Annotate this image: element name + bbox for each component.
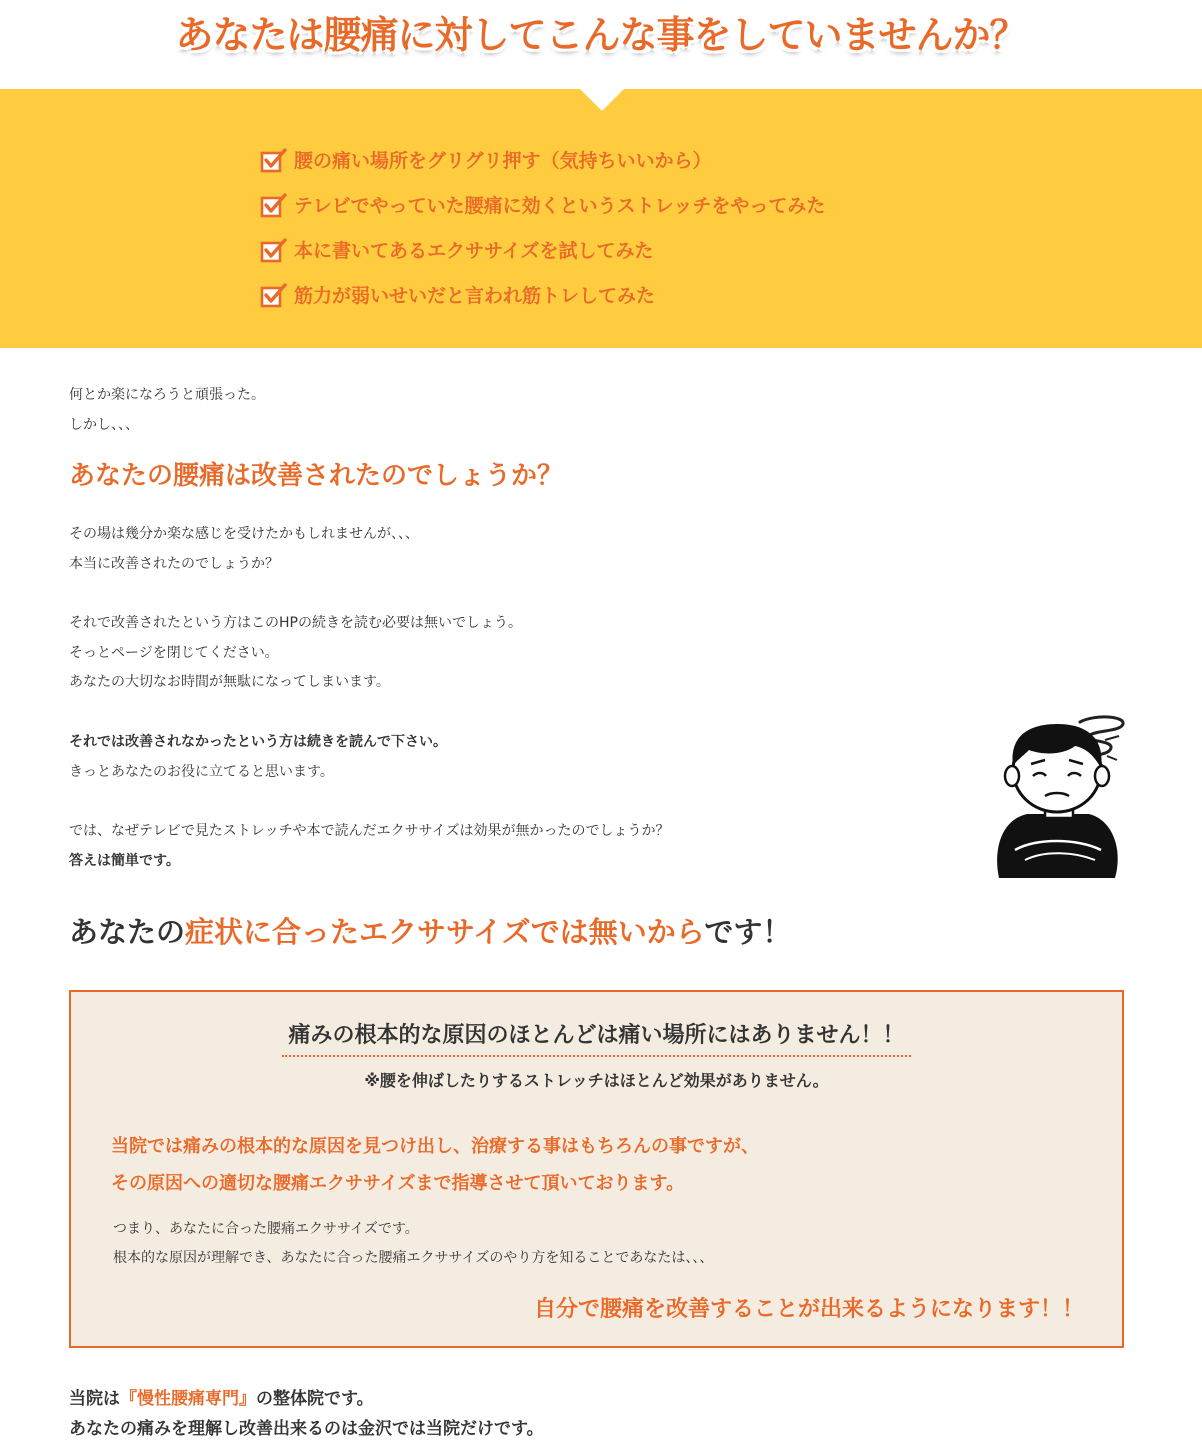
box-lead-line: 当院では痛みの根本的な原因を見つけ出し、治療する事はもちろんの事ですが、: [111, 1136, 759, 1157]
body-line: そっとページを閉じてください。: [69, 644, 279, 661]
body-line: その場は幾分か楽な感じを受けたかもしれませんが、、、: [69, 526, 419, 542]
box-body-line: つまり、あなたに合った腰痛エクササイズです。: [113, 1221, 419, 1237]
body-line: 本当に改善されたのでしょうか？: [69, 555, 279, 572]
closing-prefix: 当院は: [69, 1389, 120, 1409]
checklist-item-text: テレビでやっていた腰痛に効くというストレッチをやってみた: [294, 195, 826, 217]
checklist-item: [260, 227, 825, 272]
checklist-item: [260, 272, 825, 317]
answer-suffix: です！: [704, 915, 792, 949]
closing-line-1: [69, 1384, 544, 1414]
box-body: [113, 1215, 713, 1273]
worried-person-illustration: [985, 710, 1130, 880]
checklist-section: [0, 89, 1202, 348]
body-line: きっとあなたのお役に立てると思います。: [69, 763, 334, 780]
answer-prefix: あなたの: [69, 915, 186, 949]
checklist-item: [260, 137, 825, 182]
body-line: それでは改善されなかったという方は続きを読んで下さい。: [69, 734, 447, 750]
checklist: [260, 137, 825, 317]
closing-suffix: の整体院です。: [256, 1389, 374, 1409]
section-pointer: [580, 89, 624, 111]
closing-accent: 『慢性腰痛専門』: [120, 1389, 256, 1409]
checkbox-checked-icon: [260, 282, 288, 308]
page-headline: あなたは腰痛に対してこんな事をしていませんか？: [175, 12, 1027, 57]
box-heading-text: 痛みの根本的な原因のほとんどは痛い場所にはありません！！: [282, 1018, 910, 1057]
body-line: では、なぜテレビで見たストレッチや本で読んだエクササイズは効果が無かったのでしょうか？: [69, 823, 670, 839]
intro-line: 何とか楽になろうと頑張った。: [69, 387, 265, 403]
body-paragraph-3: [69, 728, 447, 787]
intro-line: しかし、、、: [69, 416, 139, 433]
checklist-item-text: 筋力が弱いせいだと言われ筋トレしてみた: [294, 285, 656, 307]
body-paragraph-2: [69, 609, 522, 698]
checkbox-checked-icon: [260, 237, 288, 263]
box-conclusion: 自分で腰痛を改善することが出来るようになります！！: [533, 1297, 1084, 1322]
checklist-item: [260, 182, 825, 227]
checkbox-checked-icon: [260, 192, 288, 218]
checkbox-checked-icon: [260, 147, 288, 173]
body-line: それで改善されたという方はこのHPの続きを読む必要は無いでしょう。: [69, 615, 522, 631]
box-lead-line: その原因への適切な腰痛エクササイズまで指導させて頂いております。: [111, 1173, 685, 1194]
question-heading: あなたの腰痛は改善されたのでしょうか？: [69, 461, 564, 491]
body-line: あなたの大切なお時間が無駄になってしまいます。: [69, 674, 390, 690]
body-line: 答えは簡単です。: [69, 852, 180, 869]
box-body-line: 根本的な原因が理解でき、あなたに合った腰痛エクササイズのやり方を知ることであなたは、、、: [113, 1250, 714, 1266]
closing-statement: [69, 1384, 544, 1444]
checklist-item-text: 本に書いてあるエクササイズを試してみた: [294, 240, 654, 262]
intro-text: [69, 381, 265, 440]
box-note: ※腰を伸ばしたりするストレッチはほとんど効果がありません。: [364, 1071, 829, 1090]
answer-statement: [69, 910, 791, 951]
closing-line-2: あなたの痛みを理解し改善出来るのは金沢では当院だけです。: [69, 1419, 544, 1439]
box-lead: [111, 1128, 759, 1202]
body-paragraph-4: [69, 817, 669, 876]
box-heading: [71, 1018, 1122, 1057]
answer-accent: 症状に合ったエクササイズでは無いから: [185, 915, 705, 949]
body-paragraph-1: [69, 520, 419, 579]
root-cause-box: [69, 990, 1124, 1348]
checklist-item-text: 腰の痛い場所をグリグリ押す（気持ちいいから）: [294, 150, 712, 172]
